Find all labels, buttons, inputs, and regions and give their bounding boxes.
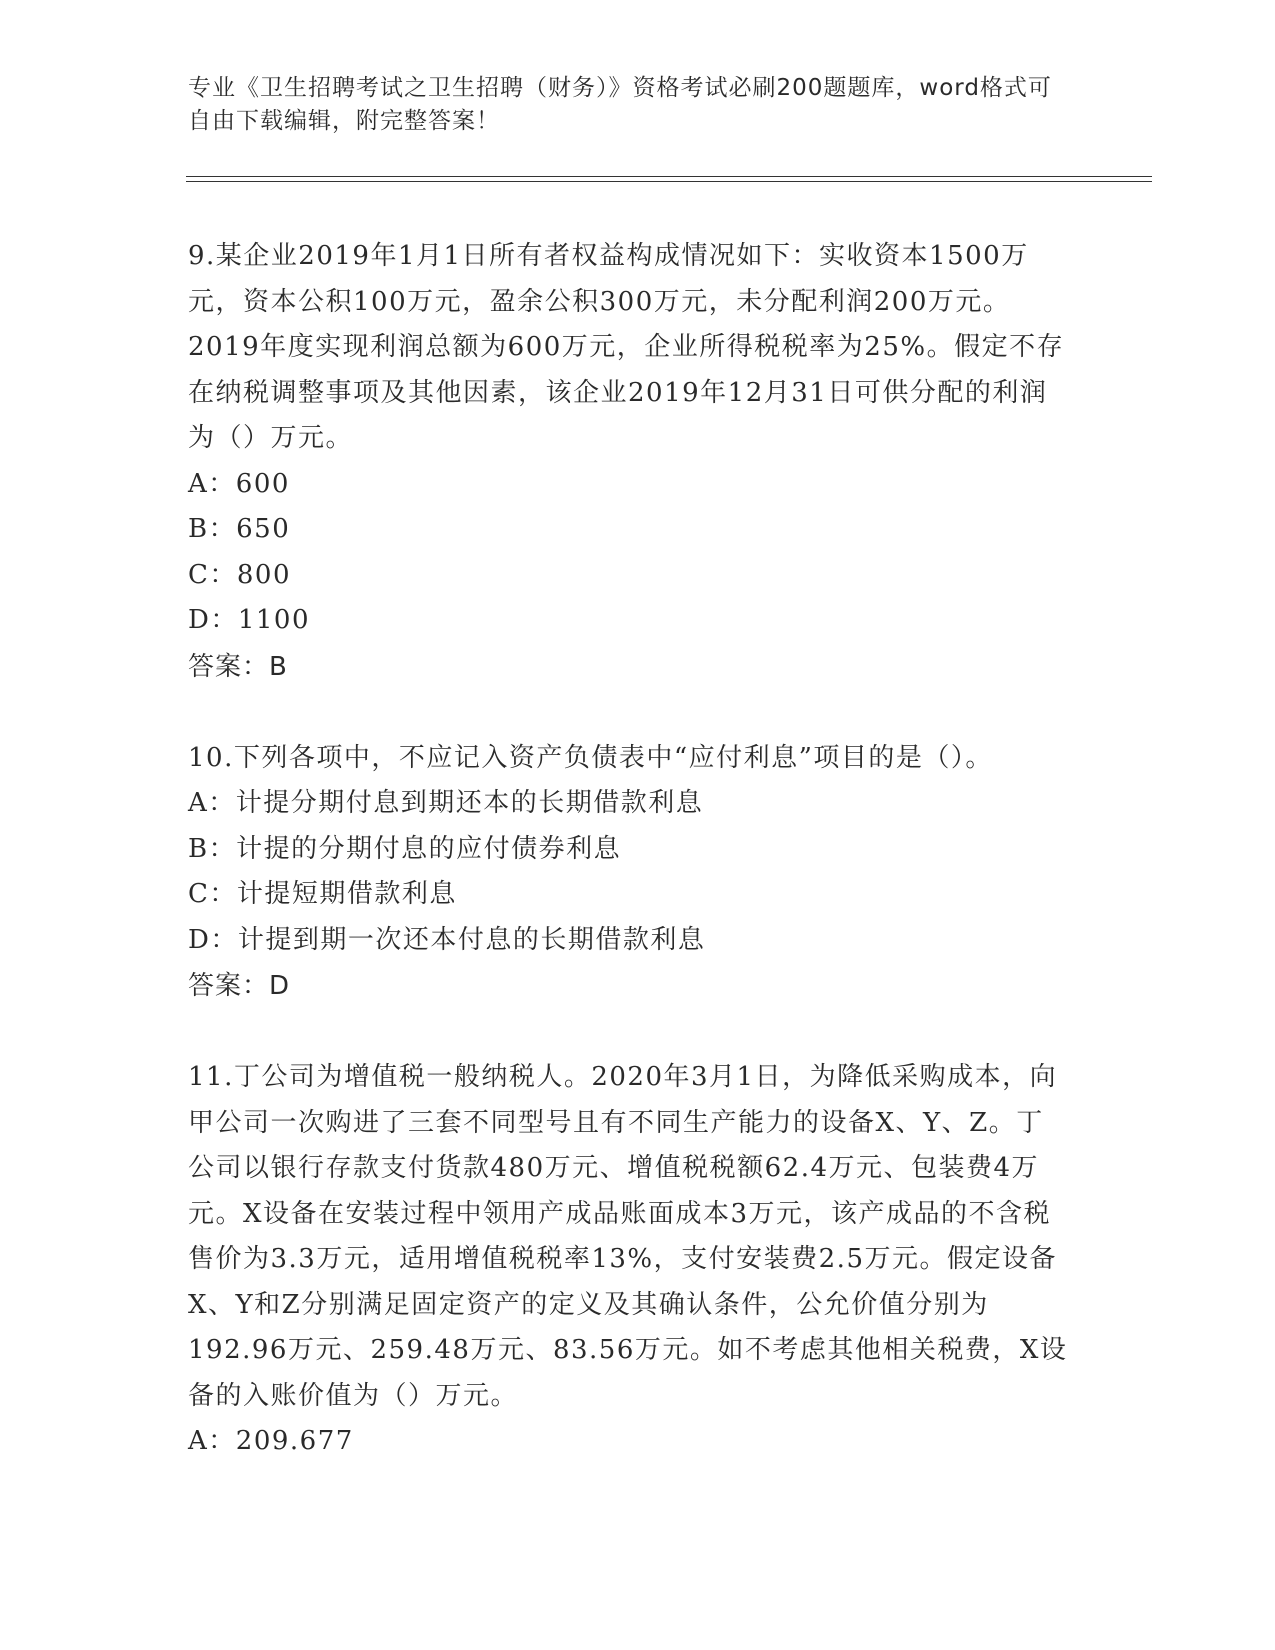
header-divider [186, 176, 1152, 177]
option-a: A：209.677 [188, 1426, 354, 1456]
option-c: C：800 [188, 559, 292, 590]
option-b: B：计提的分期付息的应付债券利息 [188, 833, 622, 864]
question-11 [188, 1055, 1068, 1465]
option-a: A：600 [188, 468, 290, 499]
document-header: 专业《卫生招聘考试之卫生招聘（财务）》资格考试必刷200题题库，word格式可自由下载编辑，附完整答案！ [188, 75, 1052, 134]
answer: 答案：B [188, 651, 288, 682]
question-text: 10.下列各项中，不应记入资产负债表中“应付利息”项目的是（）。 [188, 742, 993, 773]
option-b: B：650 [188, 514, 291, 544]
question-text: 11.丁公司为增值税一般纳税人。2020年3月1日，为降低采购成本，向甲公司一次购进了三套不同型号且有不同生产能力的设备X、Y、Z。丁公司以银行存款支付货款480万元、增值税税额62.4万元、包装费4万元。X设备在安装过程中领用产成品账面成本3万元，该产成品的不含税售价为3.3万元，适用增值税税率13%，支付安装费2.5万元。假定设备X、Y和Z分别满足固定资产的定义及其确认条件，公允价值分别为192.96万元、259.48万元、83.56万元。如不考虑其他相关税费，X设备的入账价值为（）万元。 [188, 1062, 1068, 1411]
answer: 答案：D [188, 971, 291, 1001]
option-d: D：1100 [188, 605, 311, 635]
question-9 [188, 234, 1068, 690]
option-a: A：计提分期付息到期还本的长期借款利息 [188, 788, 704, 818]
option-d: D：计提到期一次还本付息的长期借款利息 [188, 924, 706, 955]
option-c: C：计提短期借款利息 [188, 879, 457, 909]
question-list [188, 234, 1068, 1511]
question-10 [188, 736, 1068, 1010]
header-divider-second [186, 181, 1152, 182]
question-text: 9.某企业2019年1月1日所有者权益构成情况如下：实收资本1500万元，资本公积100万元，盈余公积300万元，未分配利润200万元。2019年度实现利润总额为600万元，企业所得税税率为25%。假定不存在纳税调整事项及其他因素，该企业2019年12月31日可供分配的利润为（）万元。 [188, 241, 1065, 453]
